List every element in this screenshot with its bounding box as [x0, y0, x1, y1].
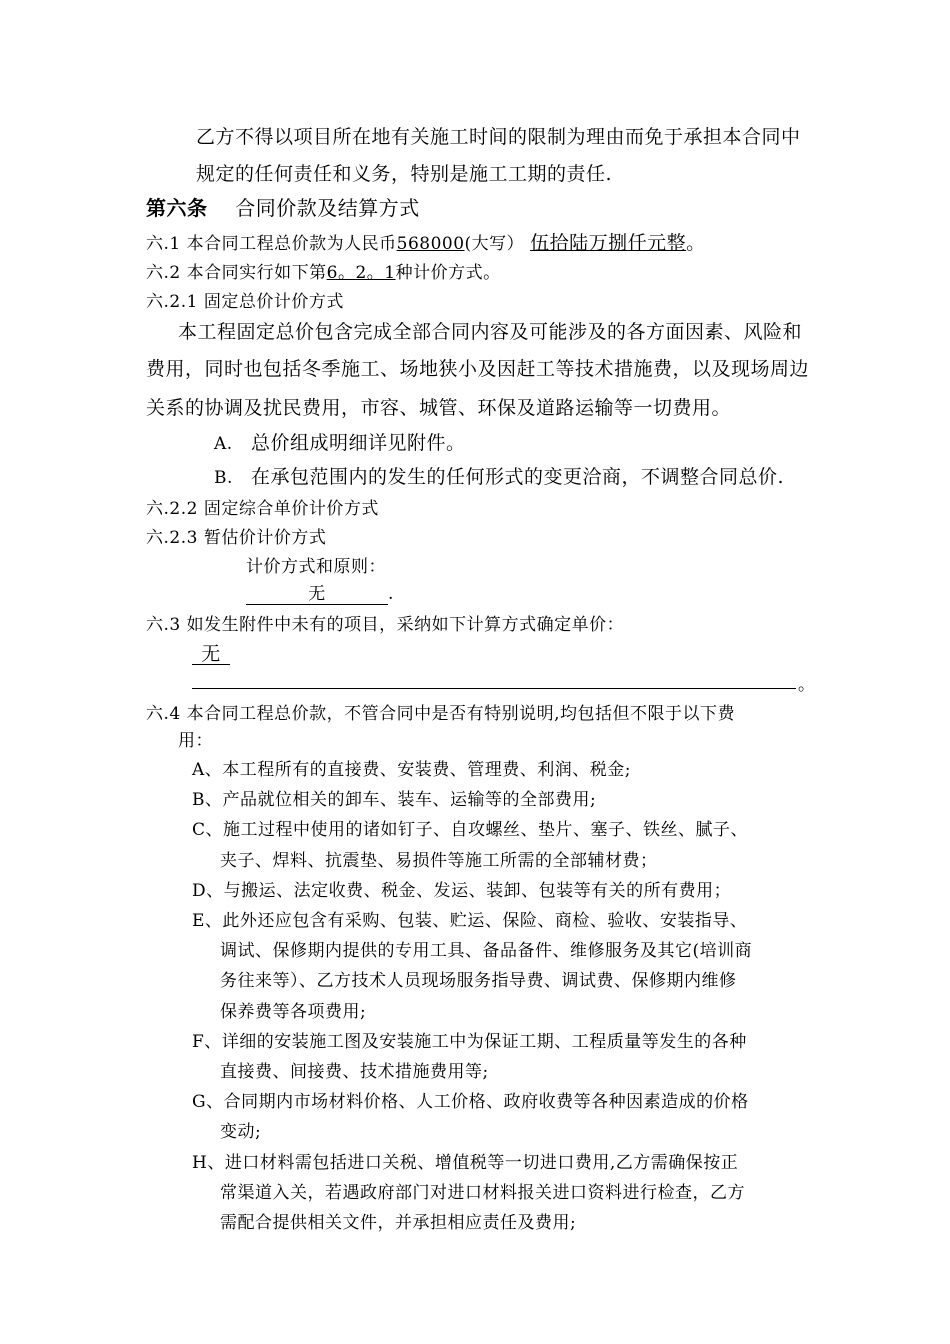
pricing-principle-label: 计价方式和原则： [246, 557, 386, 577]
pricing-principle-value: 无 [246, 584, 388, 605]
cost-item-continuation: 调试、保修期内提供的专用工具、备品备件、维修服务及其它(培训商 [220, 941, 753, 961]
item-b-label: B. [214, 468, 233, 488]
cost-item-continuation: 夹子、焊料、抗震垫、易损件等施工所需的全部辅材费； [220, 851, 658, 871]
intro-line-1: 乙方不得以项目所在地有关施工时间的限制为理由而免于承担本合同中 [196, 126, 801, 148]
pricing-principle-end: . [388, 584, 394, 604]
cost-item: H、进口材料需包括进口关税、增值税等一切进口费用,乙方需确保按正 [192, 1153, 739, 1173]
clause-6-1 [146, 232, 706, 255]
clause-6-4-line-2: 用： [178, 731, 213, 751]
clause-6-1-mid: (大写） [464, 234, 525, 254]
item-a-label: A. [214, 434, 233, 454]
cost-item-continuation: 务往来等）、乙方技术人员现场服务指导费、调试费、保修期内维修 [220, 971, 737, 991]
cost-item: B、产品就位相关的卸车、装车、运输等的全部费用; [192, 790, 597, 810]
clause-6-3-text: 六.3 如发生附件中未有的项目，采纳如下计算方式确定单价： [146, 615, 625, 635]
cost-item: D、与搬运、法定收费、税金、发运、装卸、包装等有关的所有费用； [192, 881, 732, 901]
cost-item-continuation: 保养费等各项费用; [220, 1002, 367, 1022]
fill-in-rule [192, 688, 796, 689]
clause-6-2-2-title: 六.2.2 固定综合单价计价方式 [146, 499, 379, 519]
pricing-principle-row [246, 583, 394, 605]
clause-6-1-prefix: 六.1 本合同工程总价款为人民币 [146, 234, 397, 254]
clause-6-2 [146, 262, 501, 284]
cost-item: A、本工程所有的直接费、安装费、管理费、利润、税金; [192, 760, 632, 780]
contract-amount: 568000 [396, 234, 465, 254]
article-number: 第六条 [146, 196, 208, 220]
pricing-choice: 6。2。1 [326, 263, 396, 283]
item-b-text: 在承包范围内的发生的任何形式的变更洽商，不调整合同总价. [251, 466, 785, 488]
clause-6-1-end: 。 [686, 232, 706, 254]
cost-item: F、详细的安装施工图及安装施工中为保证工期、工程质量等发生的各种 [192, 1032, 747, 1052]
clause-6-3-end: 。 [798, 675, 816, 695]
cost-item: E、此外还应包含有采购、包装、贮运、保险、商检、验收、安装指导、 [192, 911, 748, 931]
cost-item-continuation: 变动; [220, 1122, 262, 1142]
clause-6-2-3-title: 六.2.3 暂估价计价方式 [146, 528, 327, 548]
article-heading [146, 197, 420, 219]
cost-item-continuation: 需配合提供相关文件，并承担相应责任及费用; [220, 1213, 577, 1233]
cost-item: C、施工过程中使用的诸如钉子、自攻螺丝、垫片、塞子、铁丝、腻子、 [192, 820, 749, 840]
cost-item: G、合同期内市场材料价格、人工价格、政府收费等各种因素造成的价格 [192, 1092, 749, 1112]
fixed-price-para-line-1: 本工程固定总价包含完成全部合同内容及可能涉及的各方面因素、风险和 [178, 321, 803, 343]
clause-6-3-row [192, 643, 230, 665]
fixed-price-para-line-2: 费用，同时也包括冬季施工、场地狭小及因赶工等技术措施费，以及现场周边 [146, 358, 810, 380]
fixed-price-para-line-3: 关系的协调及扰民费用，市容、城管、环保及道路运输等一切费用。 [146, 397, 732, 419]
cost-item-continuation: 常渠道入关，若遇政府部门对进口材料报关进口资料进行检查，乙方 [220, 1183, 745, 1203]
contract-amount-words: 伍拾陆万捌仟元整 [530, 232, 687, 254]
clause-6-2-1-title: 六.2.1 固定总价计价方式 [146, 292, 344, 312]
intro-line-2: 规定的任何责任和义务，特别是施工工期的责任. [196, 163, 613, 185]
clause-6-2-prefix: 六.2 本合同实行如下第 [146, 263, 327, 283]
clause-6-3-value: 无 [192, 644, 230, 665]
cost-item-continuation: 直接费、间接费、技术措施费用等; [220, 1062, 489, 1082]
article-title: 合同价款及结算方式 [235, 196, 420, 220]
item-a-text: 总价组成明细详见附件。 [251, 432, 466, 454]
clause-6-4-line-1: 六.4 本合同工程总价款，不管合同中是否有特别说明,均包括但不限于以下费 [146, 704, 736, 724]
clause-6-2-suffix: 种计价方式。 [395, 263, 501, 283]
